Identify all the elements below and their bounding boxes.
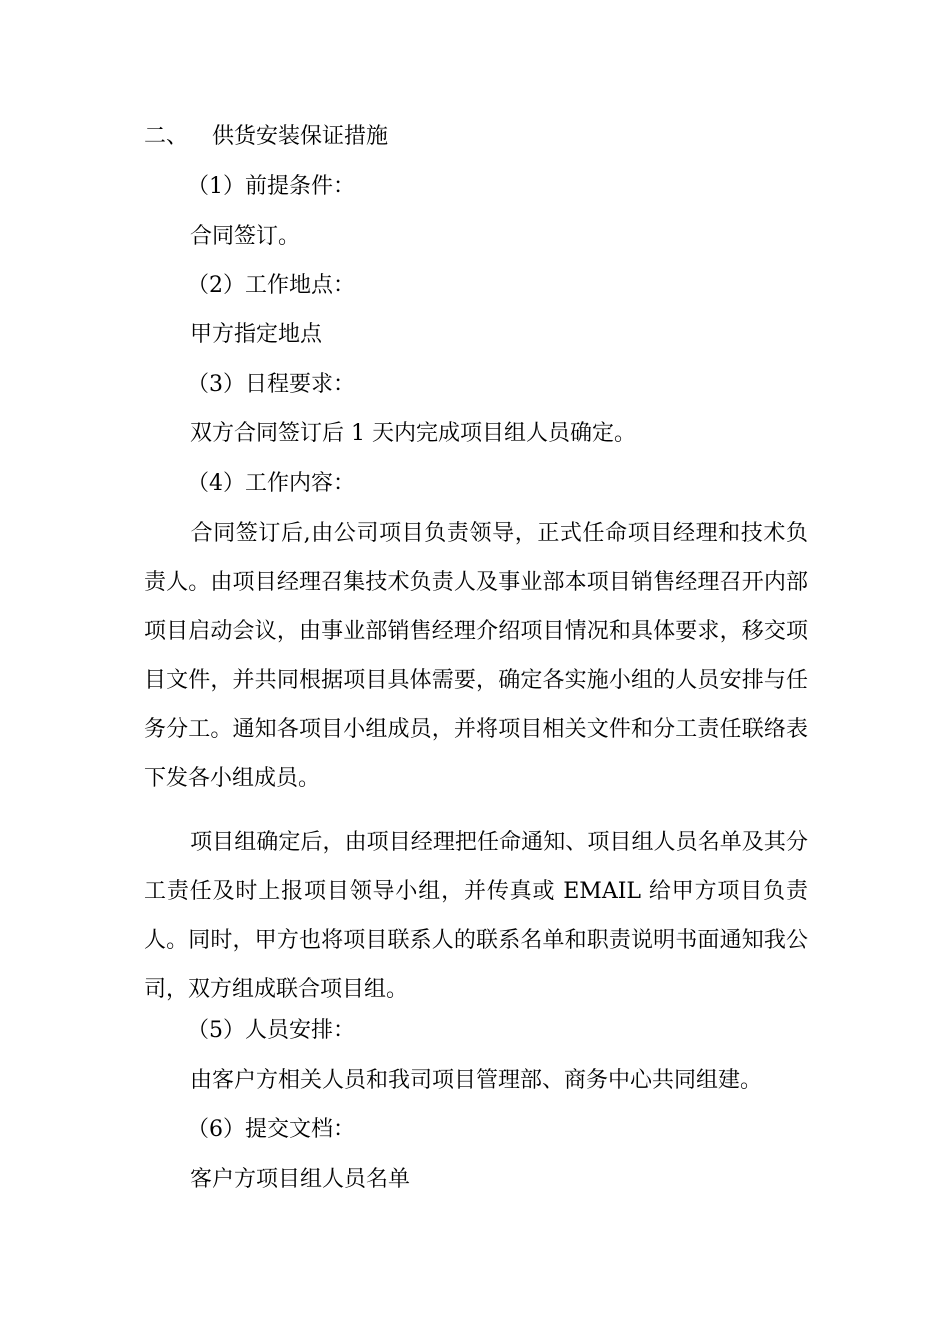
subsection-label-5: （5）人员安排： (187, 1018, 355, 1043)
subsection-content-3: 双方合同签订后 1 天内完成项目组人员确定。 (190, 421, 636, 446)
subsection-label-6: （6）提交文档： (187, 1117, 355, 1142)
heading-number: 二、 (144, 124, 189, 149)
subsection-label-4: （4）工作内容： (187, 471, 355, 496)
subsection-content-1: 合同签订。 (190, 224, 301, 249)
paragraph-text: 合同签订后,由公司项目负责领导，正式任命项目经理和技术负责人。由项目经理召集技术负责人及事业部本项目销售经理召开内部项目启动会议，由事业部销售经理介绍项目情况和具体要求，移交项目文件，并共同根据项目具体需要，确定各实施小组的人员安排与任务分工。通知各项目小组成员，并将项目相关文件和分工责任联络表下发各小组成员。 (144, 521, 808, 791)
subsection-content-5: 由客户方相关人员和我司项目管理部、商务中心共同组建。 (190, 1068, 763, 1093)
heading-title: 供货安装保证措施 (212, 124, 389, 149)
subsection-content-2: 甲方指定地点 (190, 322, 323, 347)
work-content-paragraph-2 (144, 818, 808, 1014)
subsection-label-2: （2）工作地点： (187, 273, 355, 298)
subsection-label-1: （1）前提条件： (187, 174, 355, 199)
paragraph-text: 项目组确定后，由项目经理把任命通知、项目组人员名单及其分工责任及时上报项目领导小组，并传真或 EMAIL 给甲方项目负责人。同时，甲方也将项目联系人的联系名单和职责说明书面通知我公司，双方组成联合项目组。 (144, 830, 808, 1002)
subsection-content-6: 客户方项目组人员名单 (190, 1167, 411, 1192)
section-heading (144, 122, 388, 152)
work-content-paragraph-1 (144, 509, 808, 803)
subsection-label-3: （3）日程要求： (187, 372, 355, 397)
